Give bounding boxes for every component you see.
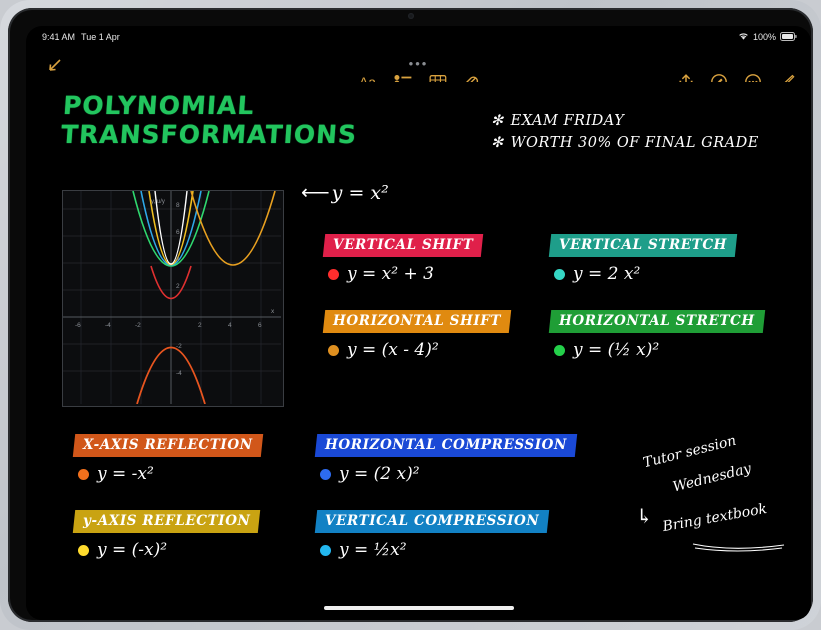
transformation-card-vertical-stretch[interactable] xyxy=(550,234,736,284)
color-dot-icon xyxy=(320,545,331,556)
transformation-equation: y = (½ x)² xyxy=(573,340,660,360)
transformation-label: HORIZONTAL STRETCH xyxy=(549,310,765,333)
color-dot-icon xyxy=(554,269,565,280)
exam-note-line-1 xyxy=(491,110,759,132)
parabola-graph xyxy=(62,190,284,407)
transformation-equation-row xyxy=(316,464,576,484)
status-time: 9:41 AM xyxy=(42,32,76,42)
transformation-equation-row xyxy=(550,340,764,360)
tutor-note-line-2: Wednesday xyxy=(671,460,753,496)
transformation-label: VERTICAL STRETCH xyxy=(549,234,737,257)
note-canvas[interactable] xyxy=(26,82,811,620)
color-dot-icon xyxy=(328,269,339,280)
transformation-label: VERTICAL SHIFT xyxy=(323,234,484,257)
color-dot-icon xyxy=(78,469,89,480)
status-bar xyxy=(26,26,811,48)
transformation-equation-row xyxy=(74,540,259,560)
tutor-note-underline xyxy=(692,542,786,552)
transformation-card-horizontal-stretch[interactable] xyxy=(550,310,764,360)
page-title-line2: TRANSFORMATIONS xyxy=(60,119,359,149)
color-dot-icon xyxy=(78,545,89,556)
transformation-card-horizontal-shift[interactable] xyxy=(324,310,510,360)
exam-note xyxy=(491,110,759,155)
svg-text:-2: -2 xyxy=(135,322,141,329)
transformation-label: VERTICAL COMPRESSION xyxy=(315,510,550,533)
status-bar-left xyxy=(42,32,120,42)
exam-note-text-1: EXAM FRIDAY xyxy=(510,113,625,129)
parent-function-annotation xyxy=(301,182,389,204)
transformation-equation-row xyxy=(316,540,548,560)
page-title-line1: POLYNOMIAL xyxy=(62,91,256,120)
transformation-card-vertical-compression[interactable] xyxy=(316,510,548,560)
transformation-equation-row xyxy=(324,340,510,360)
tutor-note xyxy=(634,430,794,560)
svg-text:4: 4 xyxy=(228,322,232,329)
transformation-equation-row xyxy=(324,264,482,284)
tutor-note-line-3: Bring textbook xyxy=(661,500,769,536)
transformation-label: HORIZONTAL SHIFT xyxy=(323,310,511,333)
transformation-equation-row xyxy=(550,264,736,284)
svg-text:-4: -4 xyxy=(176,370,182,377)
left-arrow-icon: ⟵ xyxy=(301,182,328,204)
svg-text:6: 6 xyxy=(258,322,262,329)
front-camera-icon xyxy=(408,13,414,19)
star-icon-2: ✻ xyxy=(491,135,504,152)
tutor-note-arrow-icon: ↳ xyxy=(636,504,653,528)
svg-text:8: 8 xyxy=(176,202,180,209)
transformation-label: HORIZONTAL COMPRESSION xyxy=(315,434,577,457)
transformation-label: y-AXIS REFLECTION xyxy=(73,510,261,533)
transformation-equation: y = (2 x)² xyxy=(339,464,420,484)
transformation-equation: y = ½x² xyxy=(339,540,407,560)
svg-text:2: 2 xyxy=(176,283,180,290)
star-icon: ✻ xyxy=(491,113,504,129)
svg-text:2: 2 xyxy=(198,322,202,329)
color-dot-icon xyxy=(328,345,339,356)
transformation-equation-row xyxy=(74,464,262,484)
color-dot-icon xyxy=(320,469,331,480)
transformation-equation: y = (x - 4)² xyxy=(347,340,439,360)
transformation-card-vertical-shift[interactable] xyxy=(324,234,482,284)
transformation-equation: y = 2 x² xyxy=(573,264,641,284)
page-title xyxy=(60,92,404,150)
svg-text:6: 6 xyxy=(176,229,180,236)
transformation-equation: y = (-x)² xyxy=(97,540,168,560)
device-bezel xyxy=(8,8,813,622)
svg-text:-6: -6 xyxy=(75,322,81,329)
transformation-card-horizontal-compression[interactable] xyxy=(316,434,576,484)
screen xyxy=(26,26,811,620)
color-dot-icon xyxy=(554,345,565,356)
app-toolbar xyxy=(26,48,811,82)
svg-text:y, u/y: y, u/y xyxy=(151,199,165,205)
battery-icon xyxy=(780,32,797,43)
svg-text:-2: -2 xyxy=(176,343,182,350)
transformation-equation: y = -x² xyxy=(97,464,154,484)
svg-text:-4: -4 xyxy=(105,322,111,329)
status-date: Tue 1 Apr xyxy=(81,32,120,42)
transformation-card-x-axis-reflection[interactable] xyxy=(74,434,262,484)
battery-percent: 100% xyxy=(752,32,776,42)
parent-function-label: y = x² xyxy=(331,182,389,204)
exam-note-line-2 xyxy=(491,132,759,154)
undo-arrow-icon[interactable] xyxy=(46,58,64,78)
window-controls-dots-icon[interactable]: ••• xyxy=(408,56,429,71)
wifi-icon xyxy=(738,32,749,43)
exam-note-text-2: WORTH 30% OF FINAL GRADE xyxy=(510,135,759,152)
transformation-card-y-axis-reflection[interactable] xyxy=(74,510,259,560)
transformation-equation: y = x² + 3 xyxy=(347,264,434,284)
tutor-note-line-1: Tutor session xyxy=(641,432,738,472)
home-indicator[interactable] xyxy=(324,606,514,610)
status-bar-right xyxy=(738,32,797,43)
transformation-label: X-AXIS REFLECTION xyxy=(73,434,263,457)
svg-text:x: x xyxy=(271,308,275,315)
svg-text:4: 4 xyxy=(176,256,180,263)
